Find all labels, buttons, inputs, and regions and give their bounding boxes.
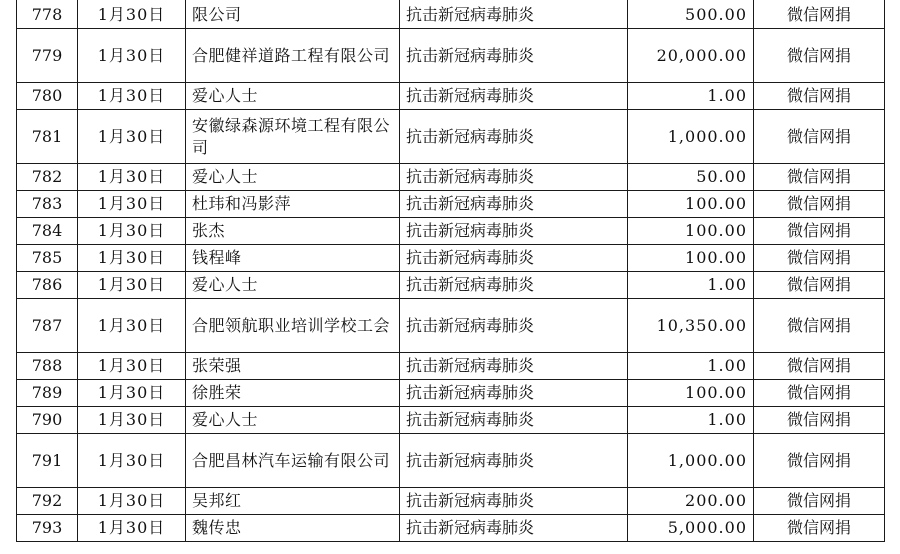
donation-method: 微信网捐 [754,0,885,29]
donor-name: 杜玮和冯影萍 [186,191,400,218]
donation-date: 1月30日 [78,29,186,83]
row-number: 789 [17,380,78,407]
donation-amount: 10,350.00 [628,299,754,353]
donation-amount: 20,000.00 [628,29,754,83]
donation-method: 微信网捐 [754,434,885,488]
row-number: 785 [17,245,78,272]
donation-amount: 500.00 [628,0,754,29]
donation-method: 微信网捐 [754,299,885,353]
donor-name: 吴邦红 [186,488,400,515]
donor-name: 爱心人士 [186,407,400,434]
donation-method: 微信网捐 [754,353,885,380]
donation-date: 1月30日 [78,110,186,164]
donation-date: 1月30日 [78,272,186,299]
table-row [17,488,885,515]
table-row [17,353,885,380]
donation-purpose: 抗击新冠病毒肺炎 [400,353,628,380]
donation-date: 1月30日 [78,0,186,29]
donor-name: 合肥健祥道路工程有限公司 [186,29,400,83]
donation-purpose: 抗击新冠病毒肺炎 [400,434,628,488]
donation-method: 微信网捐 [754,515,885,542]
donation-method: 微信网捐 [754,245,885,272]
donor-name: 张杰 [186,218,400,245]
donor-name: 安徽绿森源环境工程有限公司 [186,110,400,164]
donation-date: 1月30日 [78,434,186,488]
donation-amount: 100.00 [628,218,754,245]
donation-amount: 1.00 [628,353,754,380]
donor-name: 合肥昌林汽车运输有限公司 [186,434,400,488]
donation-date: 1月30日 [78,407,186,434]
table-row [17,245,885,272]
donation-method: 微信网捐 [754,407,885,434]
row-number: 791 [17,434,78,488]
row-number: 788 [17,353,78,380]
row-number: 786 [17,272,78,299]
donation-purpose: 抗击新冠病毒肺炎 [400,245,628,272]
donation-method: 微信网捐 [754,29,885,83]
donation-amount: 100.00 [628,191,754,218]
donation-date: 1月30日 [78,380,186,407]
donor-name: 爱心人士 [186,164,400,191]
donation-purpose: 抗击新冠病毒肺炎 [400,29,628,83]
row-number: 778 [17,0,78,29]
donation-purpose: 抗击新冠病毒肺炎 [400,272,628,299]
table-row [17,29,885,83]
donation-purpose: 抗击新冠病毒肺炎 [400,0,628,29]
donation-amount: 100.00 [628,380,754,407]
row-number: 783 [17,191,78,218]
donation-date: 1月30日 [78,164,186,191]
donation-purpose: 抗击新冠病毒肺炎 [400,218,628,245]
donor-name: 爱心人士 [186,83,400,110]
donation-date: 1月30日 [78,245,186,272]
donation-purpose: 抗击新冠病毒肺炎 [400,110,628,164]
donation-date: 1月30日 [78,353,186,380]
row-number: 784 [17,218,78,245]
donor-name: 魏传忠 [186,515,400,542]
row-number: 781 [17,110,78,164]
donor-name: 钱程峰 [186,245,400,272]
table-row [17,434,885,488]
table-row [17,191,885,218]
donation-method: 微信网捐 [754,272,885,299]
donation-method: 微信网捐 [754,110,885,164]
row-number: 782 [17,164,78,191]
donor-name: 徐胜荣 [186,380,400,407]
table-row [17,218,885,245]
donation-amount: 5,000.00 [628,515,754,542]
donation-purpose: 抗击新冠病毒肺炎 [400,407,628,434]
donation-amount: 1.00 [628,83,754,110]
donation-table [16,0,885,542]
table-row [17,380,885,407]
donation-amount: 1.00 [628,272,754,299]
donation-purpose: 抗击新冠病毒肺炎 [400,488,628,515]
donation-date: 1月30日 [78,218,186,245]
donation-amount: 1,000.00 [628,434,754,488]
donation-method: 微信网捐 [754,164,885,191]
donation-purpose: 抗击新冠病毒肺炎 [400,380,628,407]
donation-amount: 100.00 [628,245,754,272]
row-number: 793 [17,515,78,542]
donation-amount: 1.00 [628,407,754,434]
row-number: 779 [17,29,78,83]
donation-date: 1月30日 [78,488,186,515]
table-row [17,0,885,29]
donation-purpose: 抗击新冠病毒肺炎 [400,83,628,110]
row-number: 787 [17,299,78,353]
table-row [17,164,885,191]
donor-name: 限公司 [186,0,400,29]
donation-amount: 1,000.00 [628,110,754,164]
donation-method: 微信网捐 [754,488,885,515]
row-number: 792 [17,488,78,515]
donation-purpose: 抗击新冠病毒肺炎 [400,191,628,218]
donation-purpose: 抗击新冠病毒肺炎 [400,299,628,353]
table-row [17,110,885,164]
table-row [17,272,885,299]
donation-date: 1月30日 [78,299,186,353]
donation-method: 微信网捐 [754,191,885,218]
row-number: 790 [17,407,78,434]
table-row [17,299,885,353]
row-number: 780 [17,83,78,110]
donation-date: 1月30日 [78,515,186,542]
donation-ledger [16,0,884,542]
donation-method: 微信网捐 [754,83,885,110]
donation-date: 1月30日 [78,191,186,218]
donation-purpose: 抗击新冠病毒肺炎 [400,515,628,542]
donation-method: 微信网捐 [754,218,885,245]
donation-amount: 50.00 [628,164,754,191]
donation-date: 1月30日 [78,83,186,110]
donor-name: 爱心人士 [186,272,400,299]
donor-name: 张荣强 [186,353,400,380]
table-row [17,407,885,434]
donation-amount: 200.00 [628,488,754,515]
donation-method: 微信网捐 [754,380,885,407]
donor-name: 合肥领航职业培训学校工会 [186,299,400,353]
donation-purpose: 抗击新冠病毒肺炎 [400,164,628,191]
table-row [17,515,885,542]
table-row [17,83,885,110]
